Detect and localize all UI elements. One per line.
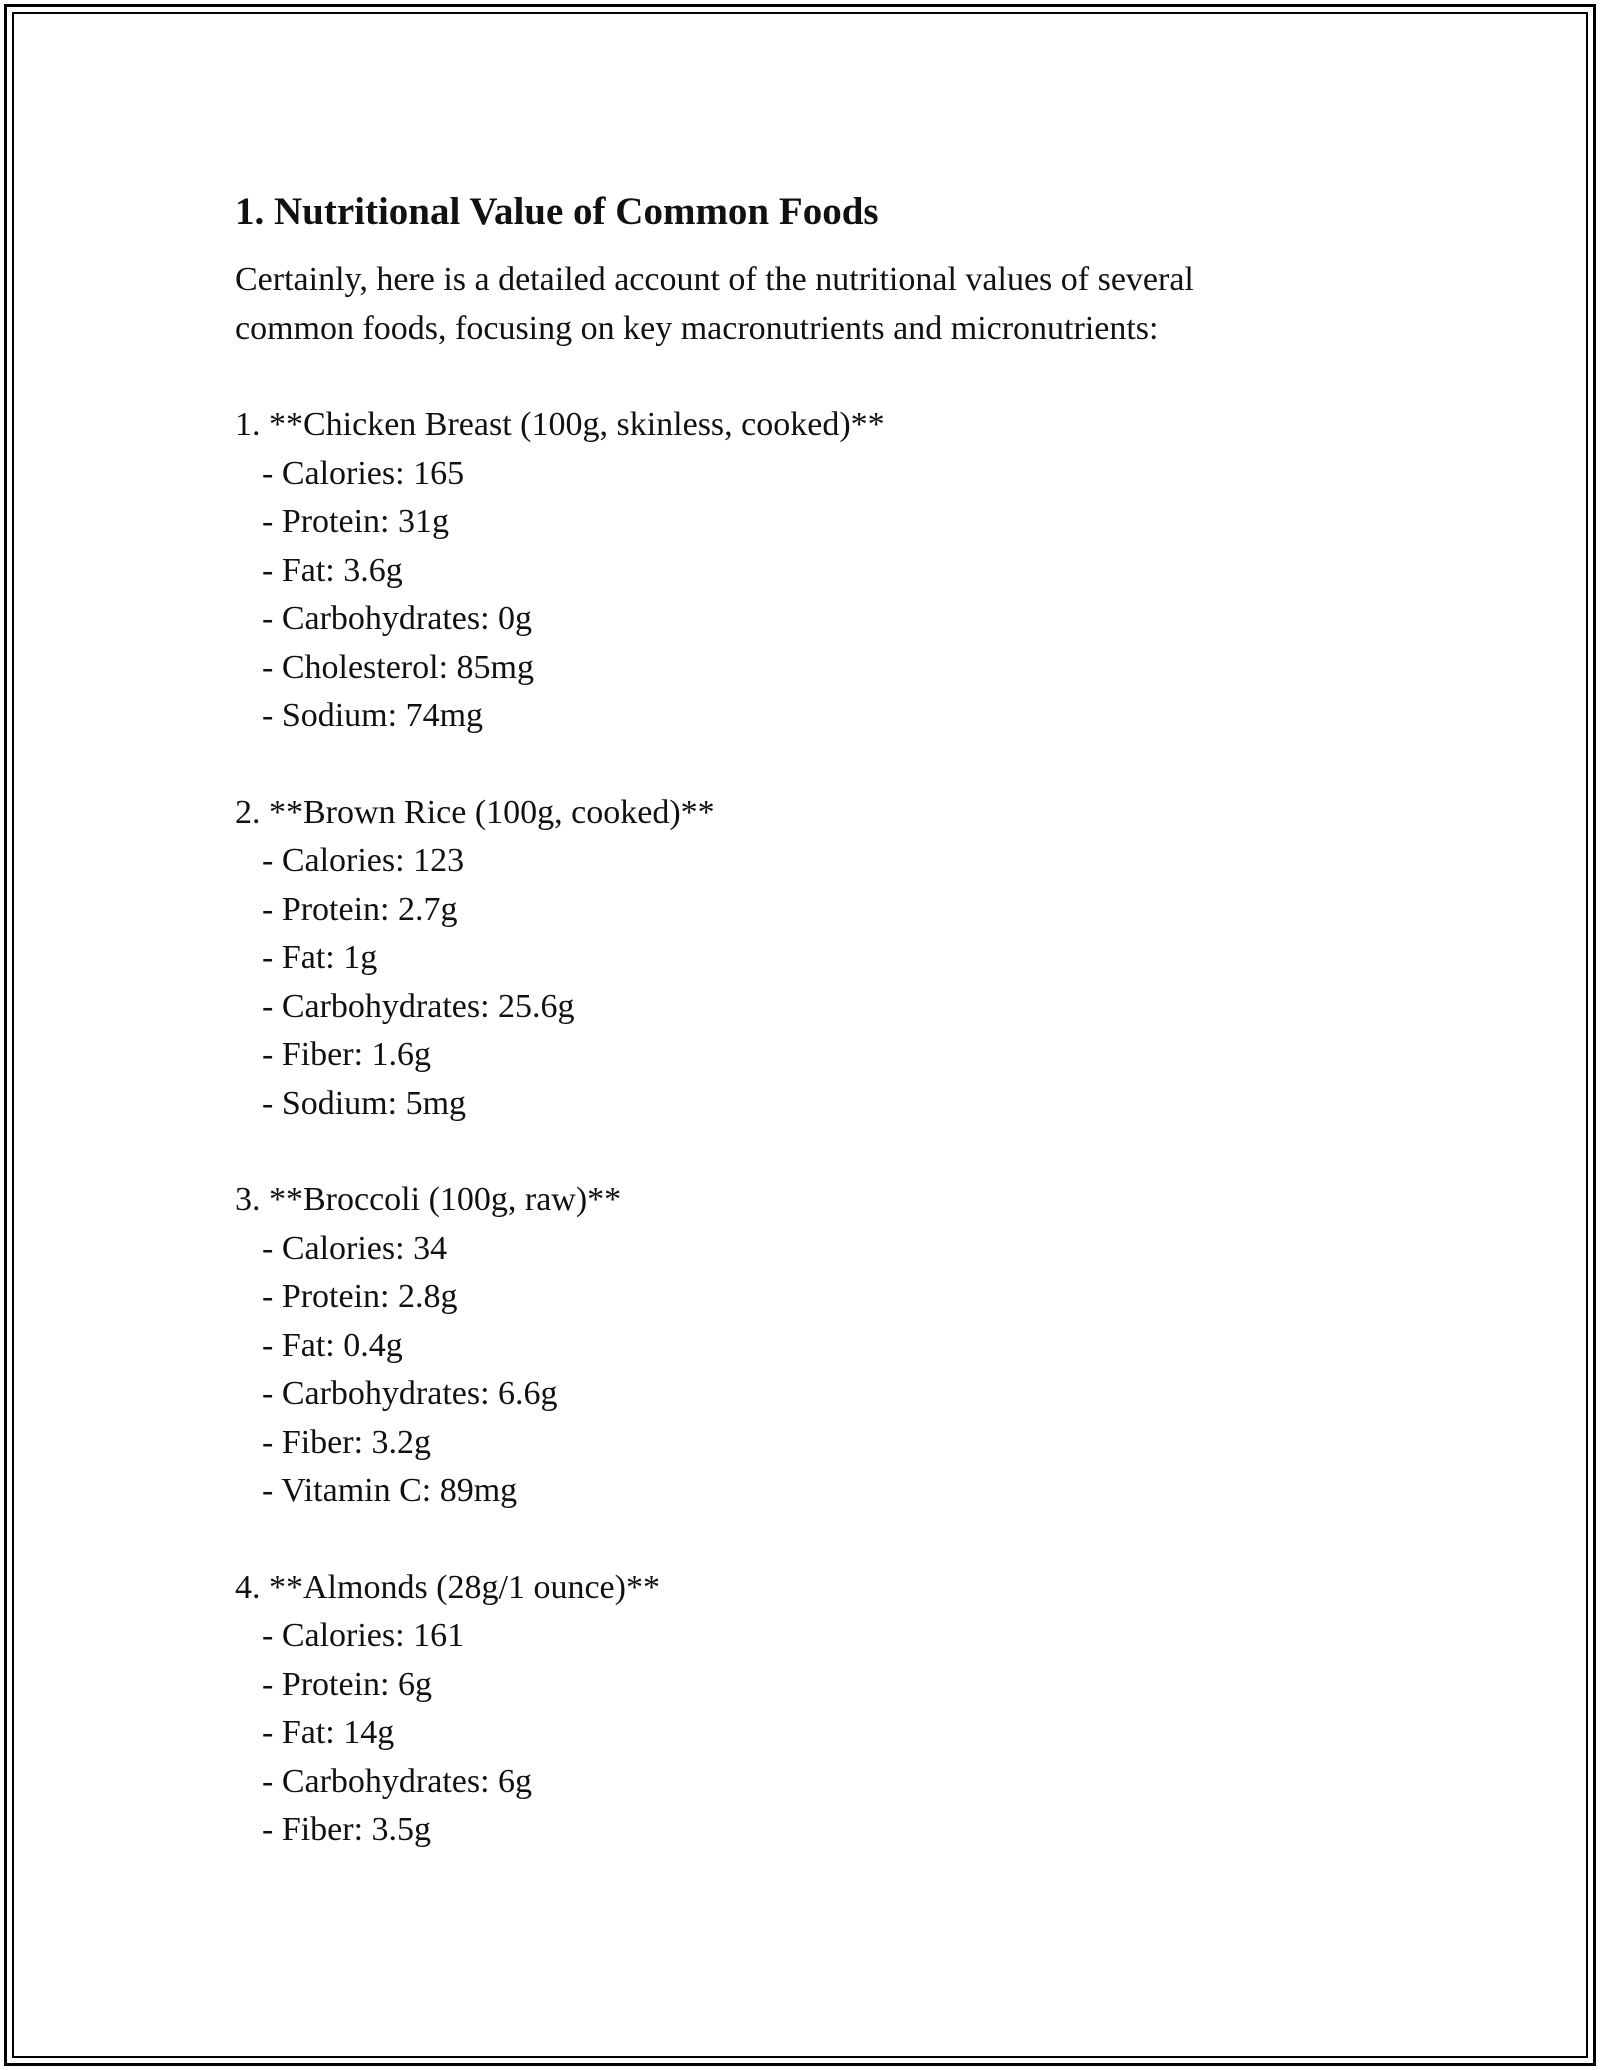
food-section-chicken-breast [235,401,1435,741]
nutrient-item: - Sodium: 5mg [262,1084,467,1122]
nutrient-item: - Sodium: 74mg [262,697,484,734]
nutrient-item: - Carbohydrates: 6g [262,1762,533,1800]
page-title: 1. Nutritional Value of Common Foods [235,190,879,233]
intro-paragraph [235,256,1435,353]
nutrient-item: - Carbohydrates: 25.6g [262,987,575,1025]
food-title: 4. **Almonds (28g/1 ounce)** [235,1568,660,1606]
intro-line: common foods, focusing on key macronutrients and micronutrients: [235,309,1159,347]
food-title: 2. **Brown Rice (100g, cooked)** [235,793,715,831]
nutrient-item: - Protein: 2.7g [262,890,458,928]
nutrient-item: - Cholesterol: 85mg [262,648,534,686]
nutrient-item: - Fiber: 3.2g [262,1423,432,1461]
nutrient-item: - Protein: 31g [262,503,449,540]
food-title: 3. **Broccoli (100g, raw)** [235,1181,622,1218]
food-section-almonds [235,1564,1435,1855]
nutrient-item: - Calories: 165 [262,454,465,492]
nutrient-item: - Fiber: 1.6g [262,1036,432,1073]
food-title: 1. **Chicken Breast (100g, skinless, cooked)** [235,406,885,443]
document-body [235,186,1435,1855]
nutrient-item: - Vitamin C: 89mg [262,1472,518,1509]
nutrient-item: - Fiber: 3.5g [262,1811,432,1848]
food-section-brown-rice [235,789,1435,1129]
nutrient-item: - Fat: 14g [262,1714,395,1751]
nutrient-item: - Fat: 0.4g [262,1326,403,1364]
food-section-broccoli [235,1176,1435,1516]
nutrient-item: - Calories: 161 [262,1617,465,1654]
nutrient-item: - Fat: 3.6g [262,551,403,589]
nutrient-item: - Carbohydrates: 0g [262,600,533,637]
nutrient-item: - Protein: 6g [262,1665,432,1703]
nutrient-item: - Fat: 1g [262,939,378,976]
nutrient-item: - Calories: 34 [262,1229,448,1267]
nutrient-item: - Carbohydrates: 6.6g [262,1375,558,1412]
nutrient-item: - Calories: 123 [262,842,465,879]
nutrient-item: - Protein: 2.8g [262,1278,458,1315]
intro-line: Certainly, here is a detailed account of the nutritional values of several [235,261,1194,298]
